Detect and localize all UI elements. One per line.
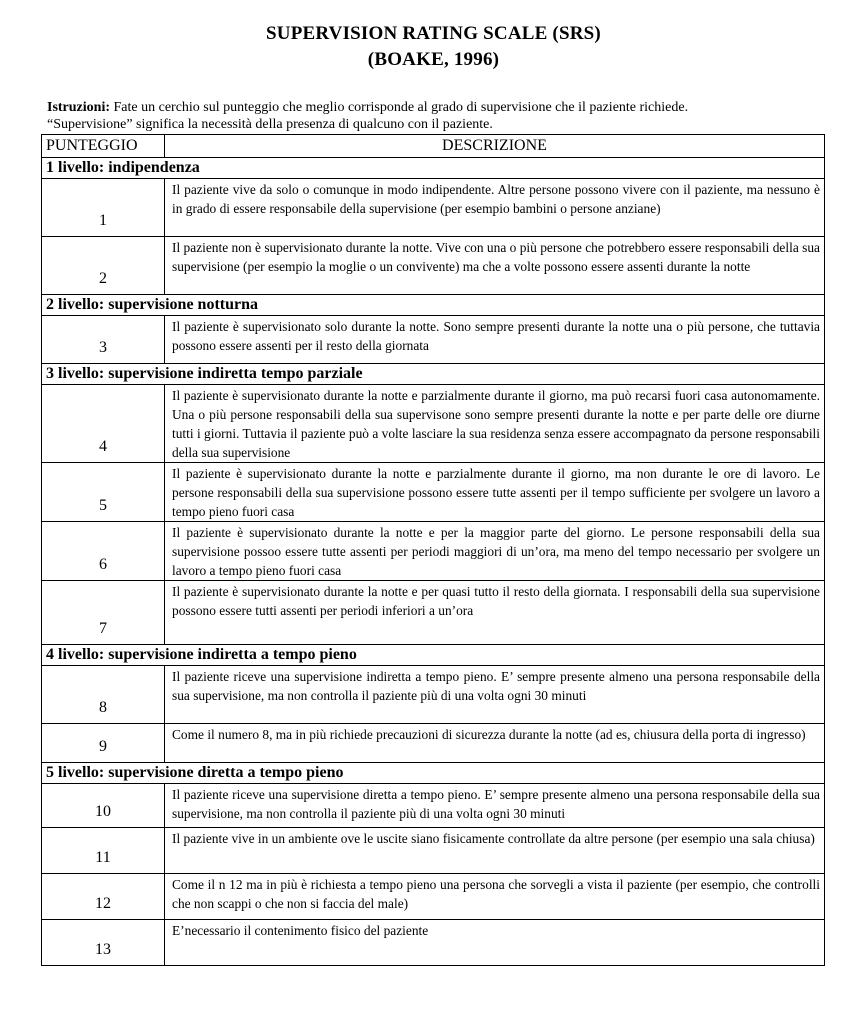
table-row — [42, 179, 825, 237]
level-heading: 4 livello: supervisione indiretta a tempo pieno — [42, 645, 825, 666]
score-cell: 4 — [42, 385, 165, 463]
level-row — [42, 295, 825, 316]
description-cell: Il paziente vive in un ambiente ove le uscite siano fisicamente controllate da altre persone (per esempio una sala chiusa) — [165, 828, 825, 874]
table-row — [42, 828, 825, 874]
level-row — [42, 645, 825, 666]
table-row — [42, 784, 825, 828]
supervision-rating-table — [41, 134, 825, 966]
description-cell: Il paziente è supervisionato durante la notte e parzialmente durante il giorno, ma non durante le ore di lavoro. Le persone responsabili della sua supervisione possono essere tutte assenti per il tempo sufficiente per svolgere un lavoro a tempo pieno fuori casa — [165, 463, 825, 522]
instructions-label: Istruzioni: — [47, 100, 110, 115]
document-subtitle: (BOAKE, 1996) — [367, 49, 500, 70]
score-cell: 1 — [42, 179, 165, 237]
score-cell: 2 — [42, 237, 165, 295]
table-row — [42, 463, 825, 522]
description-cell: Il paziente è supervisionato solo durante la notte. Sono sempre presenti durante la notte una o più persone, che tuttavia possono essere assenti per il resto della giornata — [165, 316, 825, 364]
score-cell: 11 — [42, 828, 165, 874]
table-row — [42, 920, 825, 966]
level-heading: 2 livello: supervisione notturna — [42, 295, 825, 316]
table-row — [42, 522, 825, 581]
level-row — [42, 763, 825, 784]
level-heading: 1 livello: indipendenza — [42, 158, 825, 179]
level-heading: 3 livello: supervisione indiretta tempo parziale — [42, 364, 825, 385]
description-cell: Il paziente è supervisionato durante la notte e per la maggior parte del giorno. Le persone responsabili della sua supervisione possoo essere tutte assenti per periodi maggiori di un’ora, ma meno del tempo necessario per svolgere un lavoro a tempo pieno fuori casa — [165, 522, 825, 581]
description-cell: E’necessario il contenimento fisico del paziente — [165, 920, 825, 966]
score-cell: 5 — [42, 463, 165, 522]
instructions-text: Fate un cerchio sul punteggio che meglio corrisponde al grado di supervisione che il paziente richiede. — [110, 100, 689, 115]
table-row — [42, 316, 825, 364]
document-title: SUPERVISION RATING SCALE (SRS) — [266, 23, 601, 44]
instructions-line-2: “Supervisione” significa la necessità della presenza di qualcuno con il paziente. — [47, 117, 493, 132]
description-cell: Il paziente riceve una supervisione diretta a tempo pieno. E’ sempre presente almeno una persona responsabile della sua supervisione, ma non controlla il paziente più di una volta ogni 30 minuti — [165, 784, 825, 828]
description-cell: Come il numero 8, ma in più richiede precauzioni di sicurezza durante la notte (ad es, chiusura della porta di ingresso) — [165, 724, 825, 763]
table-row — [42, 581, 825, 645]
score-cell: 13 — [42, 920, 165, 966]
score-cell: 7 — [42, 581, 165, 645]
level-heading: 5 livello: supervisione diretta a tempo pieno — [42, 763, 825, 784]
score-cell: 8 — [42, 666, 165, 724]
table-row — [42, 666, 825, 724]
table-row — [42, 237, 825, 295]
score-cell: 12 — [42, 874, 165, 920]
table-row — [42, 724, 825, 763]
table-header-row — [42, 135, 825, 158]
table-row — [42, 874, 825, 920]
table-row — [42, 385, 825, 463]
description-cell: Il paziente è supervisionato durante la notte e per quasi tutto il resto della giornata. I responsabili della sua supervisione possono essere tutti assenti per periodi inferiori a un’ora — [165, 581, 825, 645]
description-cell: Il paziente riceve una supervisione indiretta a tempo pieno. E’ sempre presente almeno una persona responsabile della sua supervisione, ma non controlla il paziente più di una volta ogni 30 minuti — [165, 666, 825, 724]
level-row — [42, 158, 825, 179]
score-cell: 9 — [42, 724, 165, 763]
instructions-line-1 — [47, 99, 837, 116]
header-punteggio: PUNTEGGIO — [42, 135, 165, 158]
score-cell: 10 — [42, 784, 165, 828]
header-descrizione: DESCRIZIONE — [165, 135, 825, 158]
description-cell: Il paziente non è supervisionato durante la notte. Vive con una o più persone che potrebbero essere responsabili della sua supervisione (per esempio la moglie o un convivente) ma che a volte possono essere assenti durante la notte — [165, 237, 825, 295]
description-cell: Il paziente è supervisionato durante la notte e parzialmente durante il giorno, ma può recarsi fuori casa autonomamente. Una o più persone responsabili della sua supervisone sono sempre presenti durante la notte e per parte delle ore diurne tutti i giorni. Tuttavia il paziente può a volte lasciare la sua residenza senza essere accompagnato da persone responsabili della sua supervisione — [165, 385, 825, 463]
description-cell: Il paziente vive da solo o comunque in modo indipendente. Altre persone possono vivere con il paziente, ma nessuno è in grado di essere responsabile della supervisione (per esempio bambini o persone anziane) — [165, 179, 825, 237]
description-cell: Come il n 12 ma in più è richiesta a tempo pieno una persona che sorvegli a vista il paziente (per esempio, che controlli che non scappi o che non si faccia del male) — [165, 874, 825, 920]
score-cell: 3 — [42, 316, 165, 364]
level-row — [42, 364, 825, 385]
score-cell: 6 — [42, 522, 165, 581]
